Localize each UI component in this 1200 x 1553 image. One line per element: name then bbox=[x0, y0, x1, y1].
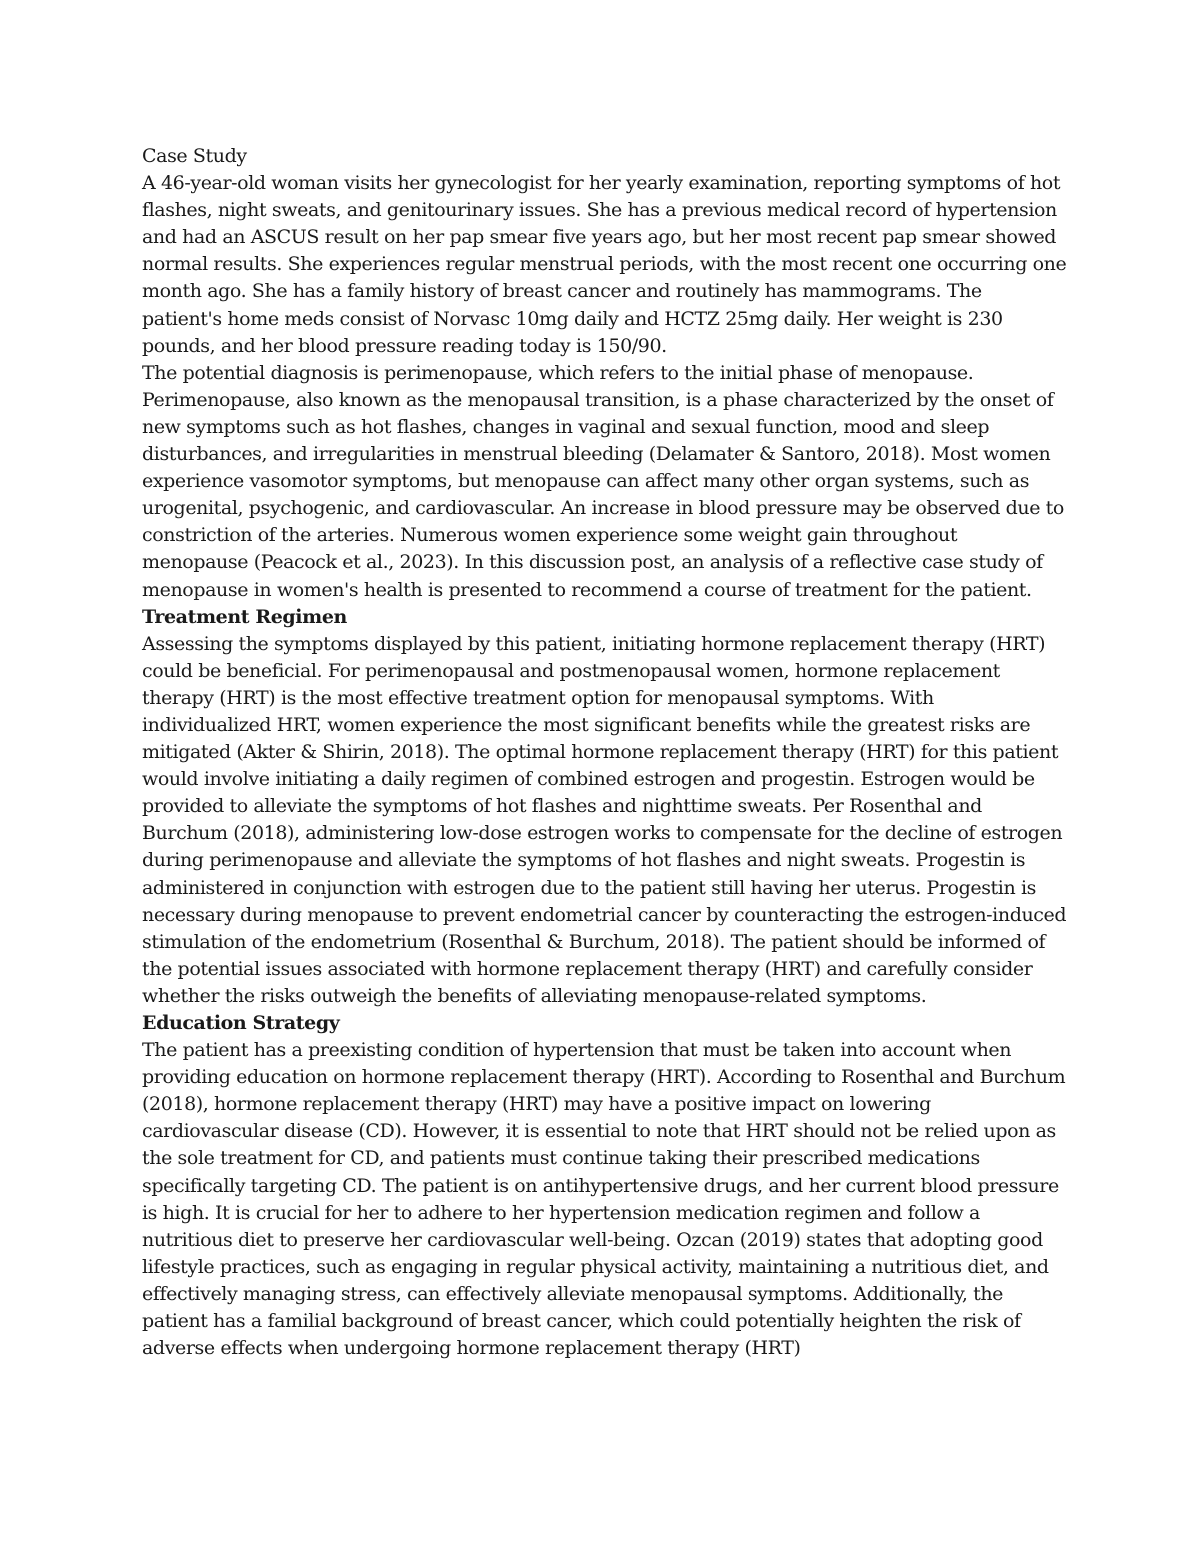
education-strategy-heading: Education Strategy bbox=[142, 1012, 340, 1034]
diagnosis-paragraph: The potential diagnosis is perimenopause, which refers to the initial phase of menopause. Perimenopause, also known as the menopausal transition, is a phase characterized by the onset of new symptoms such as hot flashes, changes in vaginal and sexual function, mood and sleep disturbances, and irregularities in menstrual bleeding (Delamater & Santoro, 2018). Most women experience vasomotor symptoms, but menopause can affect many other organ systems, such as urogenital, psychogenic, and cardiovascular. An increase in blood pressure may be observed due to constriction of the arteries. Numerous women experience some weight gain throughout menopause (Peacock et al., 2023). In this discussion post, an analysis of a reflective case study of menopause in women's health is presented to recommend a course of treatment for the patient. bbox=[142, 361, 1064, 601]
treatment-regimen-paragraph: Assessing the symptoms displayed by this patient, initiating hormone replacement therapy (HRT) could be beneficial. For perimenopausal and postmenopausal women, hormone replacement therapy (HRT) is the most effective treatment option for menopausal symptoms. With individualized HRT, women experience the most significant benefits while the greatest risks are mitigated (Akter & Shirin, 2018). The optimal hormone replacement therapy (HRT) for this patient would involve initiating a daily regimen of combined estrogen and progestin. Estrogen would be provided to alleviate the symptoms of hot flashes and nighttime sweats. Per Rosenthal and Burchum (2018), administering low-dose estrogen works to compensate for the decline of estrogen during perimenopause and alleviate the symptoms of hot flashes and night sweats. Progestin is administered in conjunction with estrogen due to the patient still having her uterus. Progestin is necessary during menopause to prevent endometrial cancer by counteracting the estrogen-induced stimulation of the endometrium (Rosenthal & Burchum, 2018). The patient should be informed of the potential issues associated with hormone replacement therapy (HRT) and carefully consider whether the risks outweigh the benefits of alleviating menopause-related symptoms. bbox=[142, 632, 1067, 1007]
case-description-paragraph: A 46-year-old woman visits her gynecologist for her yearly examination, reporting symptoms of hot flashes, night sweats, and genitourinary issues. She has a previous medical record of hypertension and had an ASCUS result on her pap smear five years ago, but her most recent pap smear showed normal results. She experiences regular menstrual periods, with the most recent one occurring one month ago. She has a family history of breast cancer and routinely has mammograms. The patient's home meds consist of Norvasc 10mg daily and HCTZ 25mg daily. Her weight is 230 pounds, and her blood pressure reading today is 150/90. bbox=[142, 172, 1067, 357]
education-strategy-paragraph: The patient has a preexisting condition of hypertension that must be taken into account when providing education on hormone replacement therapy (HRT). According to Rosenthal and Burchum (2018), hormone replacement therapy (HRT) may have a positive impact on lowering cardiovascular disease (CD). However, it is essential to note that HRT should not be relied upon as the sole treatment for CD, and patients must continue taking their prescribed medications specifically targeting CD. The patient is on antihypertensive drugs, and her current blood pressure is high. It is crucial for her to adhere to her hypertension medication regimen and follow a nutritious diet to preserve her cardiovascular well-being. Ozcan (2019) states that adopting good lifestyle practices, such as engaging in regular physical activity, maintaining a nutritious diet, and effectively managing stress, can effectively alleviate menopausal symptoms. Additionally, the patient has a familial background of breast cancer, which could potentially heighten the risk of adverse effects when undergoing hormone replacement therapy (HRT) bbox=[142, 1039, 1066, 1360]
document-title: Case Study bbox=[142, 145, 247, 167]
document-body bbox=[142, 143, 1067, 1362]
treatment-regimen-heading: Treatment Regimen bbox=[142, 605, 347, 628]
